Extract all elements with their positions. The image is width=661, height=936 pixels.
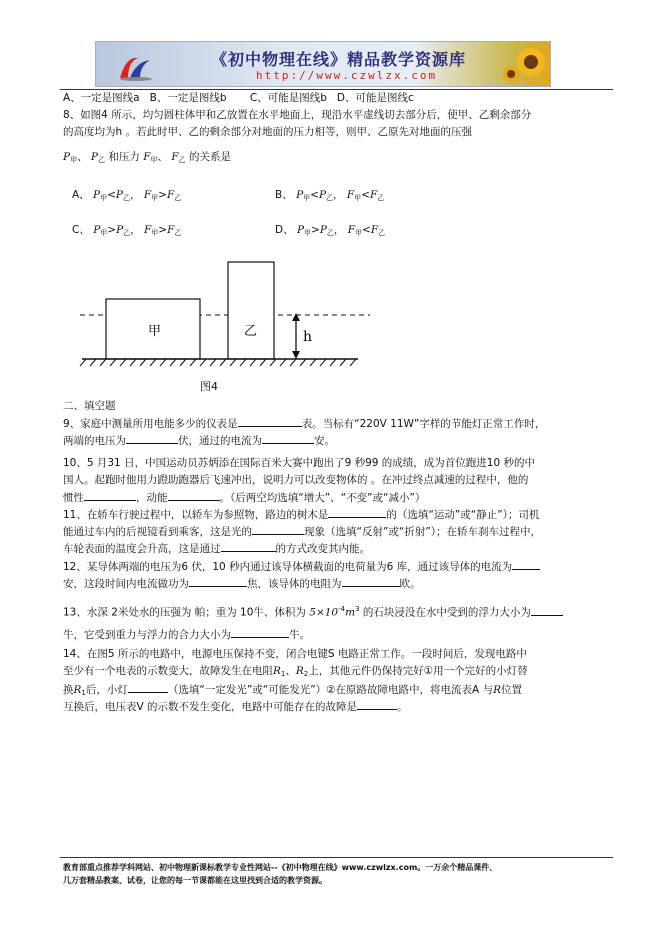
q11-blank-3[interactable] (221, 540, 276, 552)
q8-line3: $P_甲$、 $P_乙$ 和压力 $F_甲$、 $F_乙$ 的关系是 (63, 151, 231, 164)
figure-4-diagram (70, 255, 370, 400)
q13-line2: 牛，它受到重力与浮力的合力大小为 牛。 (63, 626, 588, 644)
q8-option-a: A、 $P_甲<P_乙$， $F_甲>F_乙$ (72, 189, 182, 202)
banner-title: 《初中物理在线》精品教学资源库 (211, 50, 467, 69)
q14-line2: 至少有一个电表的示数变大，故障发生在电阻$R_1$、$R_2$上，其他元件仍保持完好①用一个完好的小灯替 (63, 665, 528, 678)
site-logo-icon (116, 52, 156, 82)
q8-line1: 8、如图4 所示，均匀圆柱体甲和乙放置在水平地面上，现沿水平虚线切去部分后，使甲、乙剩余部分 (63, 109, 532, 121)
section-title: 二、填空题 (63, 400, 116, 412)
sunflower-icon (503, 44, 547, 84)
q8-option-c: C、 $P_甲>P_乙$， $F_甲>F_乙$ (72, 224, 182, 237)
q9-line1: 9、家庭中测量所用电能多少的仪表是 表。当标有“220V 11W”字样的节能灯正常工作时， (63, 415, 588, 433)
label-yi: 乙 (244, 324, 258, 339)
q10-blank-1[interactable] (84, 489, 136, 501)
q13-line1: 13、水深 2米处水的压强为 帕；重为 10牛、体积为 $5\times 10^{-4}m^3$ 的石块浸没在水中受到的浮力大小为 (63, 601, 588, 622)
q9-blank-1[interactable] (238, 415, 302, 427)
banner-url: http://www.czwlzx.com (256, 69, 438, 82)
footer (63, 861, 603, 887)
q13-blank-1[interactable] (531, 604, 563, 616)
q14-line1: 14、在图5 所示的电路中，电源电压保持不变，闭合电键S 电路正常工作。一段时间后，发现电路中 (63, 648, 527, 660)
q14-blank-1[interactable] (128, 681, 168, 693)
q12-blank-2[interactable] (189, 575, 247, 587)
q13-blank-2[interactable] (231, 626, 289, 638)
arrow-down-icon (292, 351, 300, 359)
q14-blank-2[interactable] (357, 698, 397, 710)
q9-blank-3[interactable] (262, 432, 314, 444)
q11-line1: 11、在轿车行驶过程中，以轿车为参照物，路边的树木是 的（选填“运动”或“静止”）；司机 (63, 506, 588, 524)
q7-options (63, 90, 588, 107)
cylinder-yi (228, 262, 274, 359)
q8-option-b: B、 $P_甲<P_乙$， $F_甲<F_乙$ (275, 189, 385, 202)
arrow-up-icon (292, 313, 300, 321)
footer-line2: 几万套精品教案、试卷，让您的每一节课都能在这里找到合适的教学资源。 (63, 876, 327, 885)
q7-option-a: A、一定是图线a (63, 92, 140, 104)
q11-blank-1[interactable] (328, 506, 386, 518)
q7-option-d: D、可能是图线c (336, 92, 414, 104)
label-jia: 甲 (148, 324, 162, 339)
q8-line2: 的高度均为h 。若此时甲、乙的剩余部分对地面的压力相等，则甲、乙原先对地面的压强 (63, 126, 472, 138)
header-banner (95, 41, 551, 87)
q10-line2: 国人。起跑时他用力蹬助跑器后飞速冲出，说明力可以改变物体的 。在冲过终点减速的过程中，他的 (63, 474, 529, 486)
q12-line1: 12、某导体两端的电压为6 伏，10 秒内通过该导体横截面的电荷量为6 库，通过该导体的电流为 (63, 558, 588, 576)
q7-option-c: C、可能是图线b (249, 92, 327, 104)
label-h: h (303, 329, 313, 345)
footer-line1: 教育部重点推荐学科网站、初中物理新课标教学专业性网站--《初中物理在线》www.czwlzx.com。一万余个精品课件、 (63, 863, 498, 872)
footer-divider (60, 857, 613, 858)
q11-blank-2[interactable] (252, 523, 304, 535)
q11-line2: 能通过车内的后视镜看到乘客，这是光的 现象（选填“反射”或“折射”）；在轿车刹车过程中， (63, 523, 588, 541)
q11-line3: 车轮表面的温度会升高，这是通过 的方式改变其内能。 (63, 540, 588, 558)
q12-blank-3[interactable] (342, 575, 400, 587)
q9-blank-2[interactable] (126, 432, 178, 444)
q12-blank-1[interactable] (512, 558, 540, 570)
q14-line3: 换$R_1$后，小灯 （选填“一定发光”或“可能发光”）②在原路故障电路中，将电流表A 与R位置 (63, 681, 588, 702)
q7-option-b: B、一定是图线b (149, 92, 227, 104)
q10-line3: 惯性 ，动能 。（后两空均选填“增大”、“不变”或“减小”） (63, 489, 588, 507)
q14-line4: 互换后，电压表V 的示数不发生变化，电路中可能存在的故障是 。 (63, 698, 588, 716)
figure-4-caption: 图4 (200, 380, 218, 393)
q10-line1: 10、5 月31 日，中国运动员苏炳添在国际百米大赛中跑出了9 秒99 的成绩，成为首位跑进10 秒的中 (63, 457, 535, 469)
ground-hatch (80, 359, 356, 366)
q8-option-d: D、 $P_甲>P_乙$， $F_甲<F_乙$ (275, 224, 386, 237)
q12-line2: 安，这段时间内电流做功为 焦，该导体的电阻为 欧。 (63, 575, 588, 593)
q9-line2: 两端的电压为 伏，通过的电流为 安。 (63, 432, 588, 450)
q10-blank-2[interactable] (168, 489, 220, 501)
